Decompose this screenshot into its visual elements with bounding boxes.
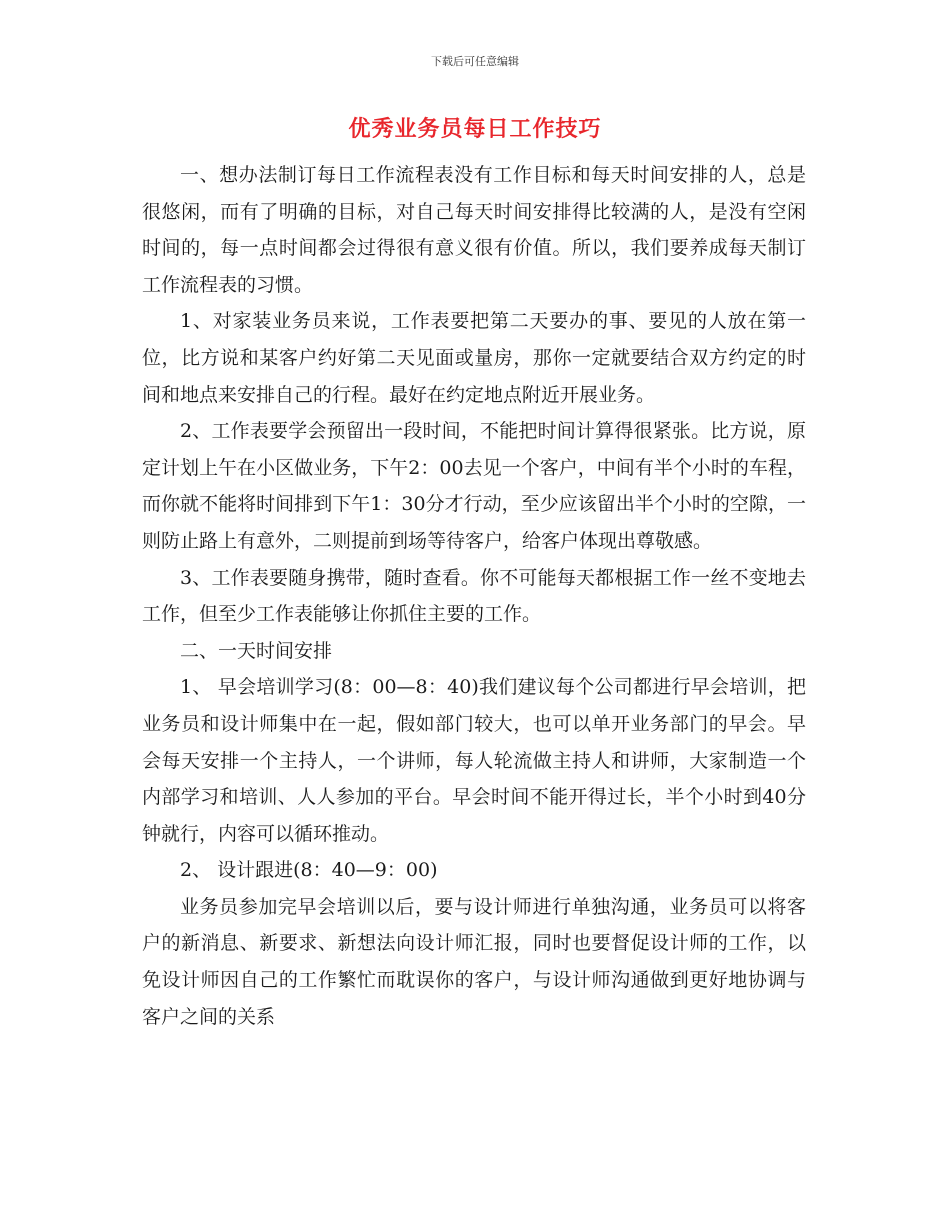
paragraph-section-1-intro: 一、想办法制订每日工作流程表没有工作目标和每天时间安排的人，总是很悠闲，而有了明确的目标，对自己每天时间安排得比较满的人，是没有空闲时间的，每一点时间都会过得很有意义很有价值。所以，我们要养成每天制订工作流程表的习惯。 <box>142 164 806 296</box>
document-body <box>142 157 806 1035</box>
paragraph-design-followup: 业务员参加完早会培训以后，要与设计师进行单独沟通，业务员可以将客户的新消息、新要求、新想法向设计师汇报，同时也要督促设计师的工作，以免设计师因自己的工作繁忙而耽误你的客户，与设计师沟通做到更好地协调与客户之间的关系 <box>142 895 806 1028</box>
paragraph-item-2: 2、工作表要学会预留出一段时间，不能把时间计算得很紧张。比方说，原定计划上午在小区做业务，下午2：00去见一个客户，中间有半个小时的车程，而你就不能将时间排到下午1：30分才行动，至少应该留出半个小时的空隙，一则防止路上有意外，二则提前到场等待客户，给客户体现出尊敬感。 <box>142 420 806 552</box>
page-header-note: 下载后可任意编辑 <box>431 55 519 68</box>
paragraph-morning-meeting: 1、 早会培训学习(8：00—8：40)我们建议每个公司都进行早会培训，把业务员和设计师集中在一起，假如部门较大，也可以单开业务部门的早会。早会每天安排一个主持人，一个讲师，每人轮流做主持人和讲师，大家制造一个内部学习和培训、人人参加的平台。早会时间不能开得过长，半个小时到40分钟就行，内容可以循环推动。 <box>142 676 806 845</box>
paragraph-design-followup-heading: 2、 设计跟进(8：40—9：00) <box>180 859 438 882</box>
paragraph-item-3: 3、工作表要随身携带，随时查看。你不可能每天都根据工作一丝不变地去工作，但至少工作表能够让你抓住主要的工作。 <box>142 566 806 626</box>
paragraph-item-1: 1、对家装业务员来说，工作表要把第二天要办的事、要见的人放在第一位，比方说和某客户约好第二天见面或量房，那你一定就要结合双方约定的时间和地点来安排自己的行程。最好在约定地点附近开展业务。 <box>142 310 806 406</box>
document-title: 优秀业务员每日工作技巧 <box>348 117 602 142</box>
section-2-heading: 二、一天时间安排 <box>180 639 333 662</box>
